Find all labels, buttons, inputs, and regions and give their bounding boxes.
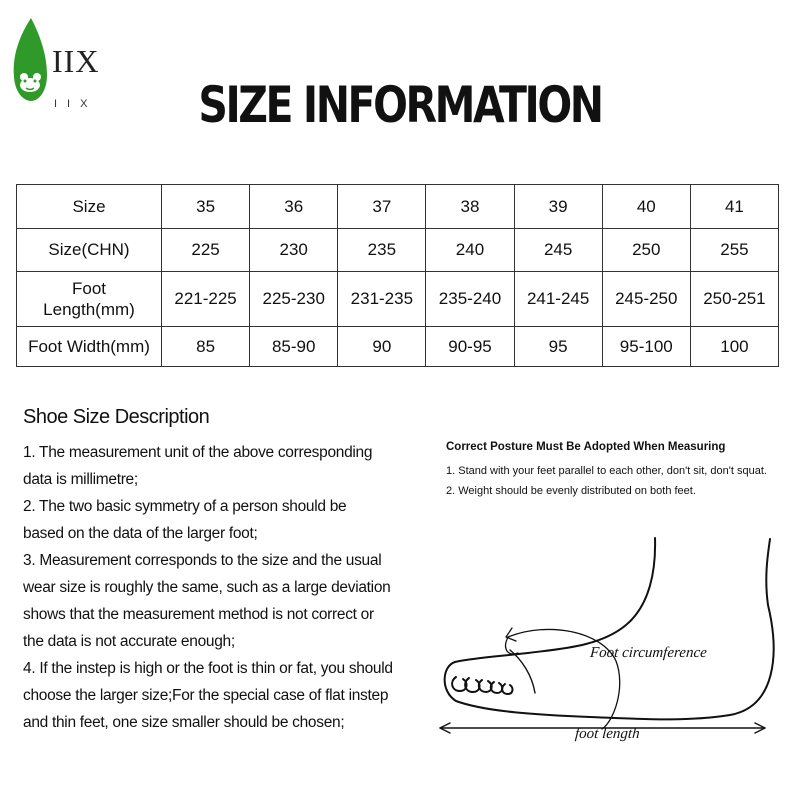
toe-outline <box>479 680 492 692</box>
table-cell: 225-230 <box>250 272 338 327</box>
description-line: the data is not accurate enough; <box>23 633 235 650</box>
table-cell: 245 <box>514 229 602 272</box>
measuring-posture <box>446 441 796 505</box>
row-header-foot-length <box>17 272 162 327</box>
table-cell: 250 <box>602 229 690 272</box>
leaf-mascot-icon <box>10 15 50 105</box>
table-cell: 95-100 <box>602 327 690 367</box>
table-cell: 255 <box>690 229 778 272</box>
brand-subtitle: IIX <box>54 98 98 110</box>
table-cell: 235 <box>338 229 426 272</box>
description-line: based on the data of the larger foot; <box>23 525 258 542</box>
table-cell: 245-250 <box>602 272 690 327</box>
arch-crease <box>510 650 535 693</box>
table-row-foot-length <box>17 272 779 327</box>
row-header-foot-width: Foot Width(mm) <box>17 327 162 367</box>
table-cell: 225 <box>162 229 250 272</box>
description-title: Shoe Size Description <box>23 406 210 428</box>
table-cell: 85 <box>162 327 250 367</box>
foot-length-label: foot length <box>574 726 641 742</box>
description-list <box>23 439 423 736</box>
table-cell: 100 <box>690 327 778 367</box>
description-line: and thin feet, one size smaller should be chosen; <box>23 714 345 731</box>
posture-line: 1. Stand with your feet parallel to each other, don't sit, don't squat. <box>446 465 767 477</box>
table-cell: 39 <box>514 185 602 229</box>
foot-diagram <box>430 525 790 755</box>
row-header-line: Foot <box>71 278 107 298</box>
foot-circumference-label: Foot circumference <box>589 645 708 661</box>
table-cell: 231-235 <box>338 272 426 327</box>
table-cell: 90-95 <box>426 327 514 367</box>
description-line: choose the larger size;For the special case of flat instep <box>23 687 389 704</box>
table-cell: 35 <box>162 185 250 229</box>
table-cell: 235-240 <box>426 272 514 327</box>
page-title: SIZE INFORMATION <box>198 76 602 134</box>
description-line: 4. If the instep is high or the foot is thin or fat, you should <box>23 660 393 677</box>
toe-outline <box>502 684 512 694</box>
description-line: data is millimetre; <box>23 471 138 488</box>
table-cell: 90 <box>338 327 426 367</box>
table-cell: 241-245 <box>514 272 602 327</box>
table-cell: 40 <box>602 185 690 229</box>
description-line: 1. The measurement unit of the above corresponding <box>23 444 373 461</box>
row-header-size: Size <box>17 185 162 229</box>
shoe-size-description <box>23 406 423 736</box>
table-cell: 230 <box>250 229 338 272</box>
row-header-line: Length(mm) <box>43 300 135 319</box>
posture-title: Correct Posture Must Be Adopted When Measuring <box>446 441 726 453</box>
description-line: 3. Measurement corresponds to the size and the usual <box>23 552 382 569</box>
table-row-size-chn <box>17 229 779 272</box>
row-header-size-chn: Size(CHN) <box>17 229 162 272</box>
table-cell: 38 <box>426 185 514 229</box>
table-cell: 221-225 <box>162 272 250 327</box>
table-cell: 240 <box>426 229 514 272</box>
brand-name: IIX <box>52 43 100 79</box>
table-row-foot-width <box>17 327 779 367</box>
table-cell: 250-251 <box>690 272 778 327</box>
table-cell: 85-90 <box>250 327 338 367</box>
table-cell: 36 <box>250 185 338 229</box>
posture-line: 2. Weight should be evenly distributed on both feet. <box>446 485 696 498</box>
table-row-size <box>17 185 779 229</box>
table-cell: 37 <box>338 185 426 229</box>
description-line: shows that the measurement method is not correct or <box>23 606 374 623</box>
description-line: 2. The two basic symmetry of a person should be <box>23 498 347 515</box>
size-table <box>16 184 779 367</box>
table-cell: 41 <box>690 185 778 229</box>
table-cell: 95 <box>514 327 602 367</box>
description-line: wear size is roughly the same, such as a large deviation <box>23 579 391 596</box>
